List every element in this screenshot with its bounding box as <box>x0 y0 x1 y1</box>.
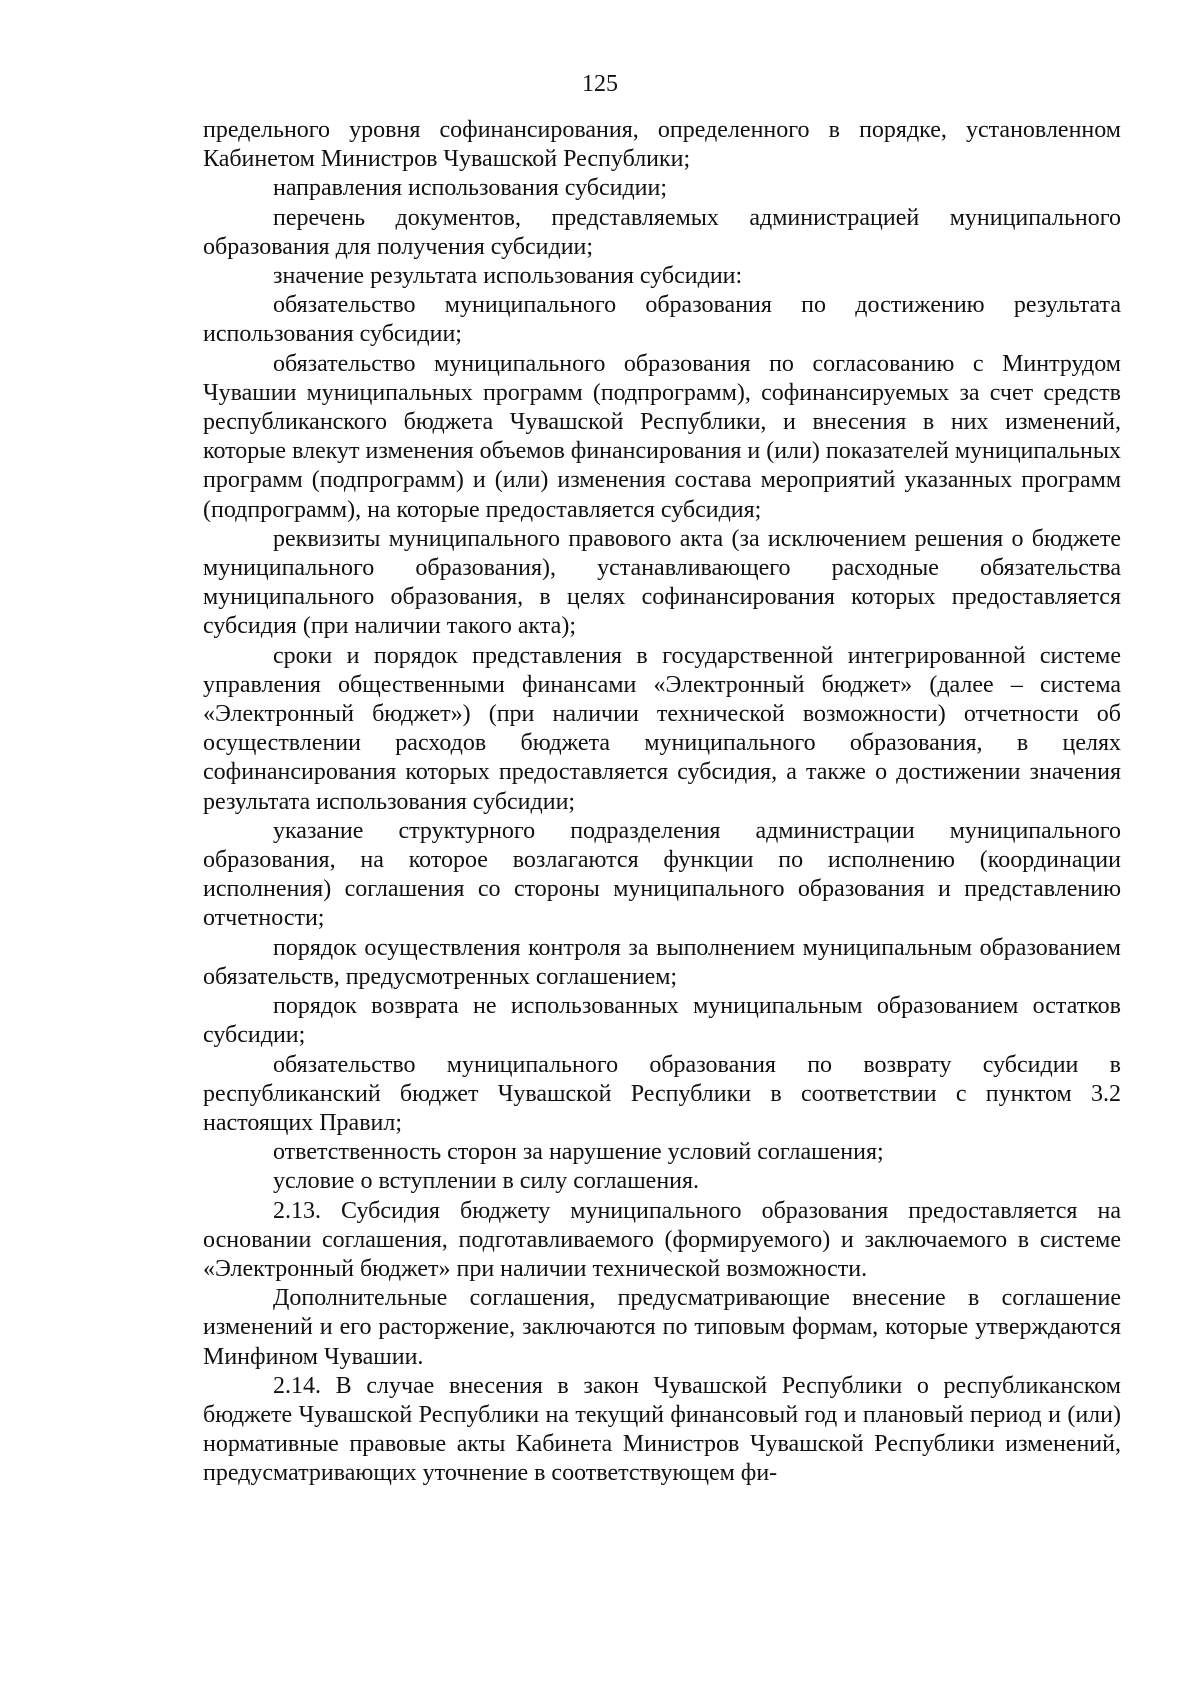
paragraph: направления использования субсидии; <box>273 175 668 202</box>
paragraph: обязательство муниципального образования по согласованию с Минтрудом Чувашии муниципальных программ (подпрограмм), софинансируемых за счет средств республиканского бюджета Чувашской Республики, и внесения в них изменений, которые влекут изменения объемов финансирования и (или) показателей муниципальных программ (подпрограмм) и (или) изменения состава мероприятий указанных программ (подпрограмм), на которые предоставляется субсидия; <box>203 350 1121 523</box>
page-number: 125 <box>582 71 618 97</box>
paragraph: значение результата использования субсидии: <box>273 263 743 290</box>
paragraph: порядок возврата не использованных муниципальным образованием остатков субсидии; <box>203 993 1121 1049</box>
paragraph: реквизиты муниципального правового акта (за исключением решения о бюджете муниципального образования), устанавливающего расходные обязательства муниципального образования, в целях софинансирования которых предоставляется субсидия (при наличии такого акта); <box>203 525 1121 640</box>
paragraph: Дополнительные соглашения, предусматривающие внесение в соглашение изменений и его расторжение, заключаются по типовым формам, которые утверждаются Минфином Чувашии. <box>203 1285 1121 1370</box>
paragraph: обязательство муниципального образования по достижению результата использования субсидии; <box>203 292 1121 348</box>
paragraph: 2.14. В случае внесения в закон Чувашской Республики о республиканском бюджете Чувашской Республики на текущий финансовый год и плановый период и (или) нормативные правовые акты Кабинета Министров Чувашской Республики изменений, предусматривающих уточнение в соответствующем фи- <box>203 1372 1121 1487</box>
document-body <box>203 116 1121 1489</box>
paragraph: ответственность сторон за нарушение условий соглашения; <box>273 1139 884 1166</box>
paragraph: условие о вступлении в силу соглашения. <box>273 1168 700 1195</box>
paragraph: сроки и порядок представления в государственной интегрированной системе управления общественными финансами «Электронный бюджет» (далее – система «Электронный бюджет») (при наличии технической возможности) отчетности об осуществлении расходов бюджета муниципального образования, в целях софинансирования которых предоставляется субсидия, а также о достижении значения результата использования субсидии; <box>203 642 1121 815</box>
paragraph: обязательство муниципального образования по возврату субсидии в республиканский бюджет Чувашской Республики в соответствии с пунктом 3.2 настоящих Правил; <box>203 1051 1121 1136</box>
paragraph: указание структурного подразделения администрации муниципального образования, на которое возлагаются функции по исполнению (координации исполнения) соглашения со стороны муниципального образования и представлению отчетности; <box>203 817 1121 932</box>
paragraph: перечень документов, представляемых администрацией муниципального образования для получения субсидии; <box>203 204 1121 260</box>
paragraph: порядок осуществления контроля за выполнением муниципальным образованием обязательств, предусмотренных соглашением; <box>203 934 1121 990</box>
paragraph: 2.13. Субсидия бюджету муниципального образования предоставляется на основании соглашения, подготавливаемого (формируемого) и заключаемого в системе «Электронный бюджет» при наличии технической возможности. <box>203 1197 1121 1282</box>
paragraph: предельного уровня софинансирования, определенного в порядке, установленном Кабинетом Министров Чувашской Республики; <box>203 117 1121 173</box>
